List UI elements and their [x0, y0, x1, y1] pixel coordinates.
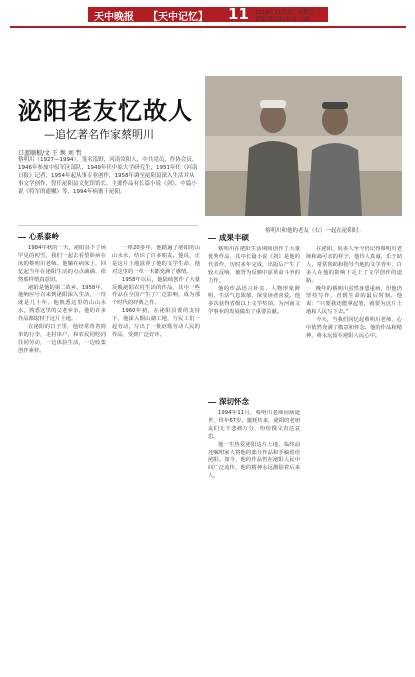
issue-date: 2018年11月2日 星期五	[255, 10, 315, 16]
article-photo	[205, 76, 402, 216]
paragraph: 在泌阳的日子里，他经常背着简单的行李，走村串户，和农民同吃同住同劳动，一边体验生活，一边收集创作素材。	[18, 324, 106, 354]
section-body-achievements	[208, 246, 300, 386]
section-heading-memories: 深切怀念	[208, 396, 249, 407]
editor-credits: 责编 张凤阳 校对 王健	[255, 17, 310, 23]
paragraph: 一座20多年，他踏遍了泌阳的山山水水，结识了许多朋友。他说，正是这片土地滋养了他的文学生命，他对这里的一草一木都充满了感情。	[112, 245, 200, 275]
paragraph: 1960年初，在泌阳县委的支持下，他深入铜山湖工地，与民工们一起劳动，写出了一批讴歌劳动人民的作品，受到广泛好评。	[112, 308, 200, 338]
section-body-memories	[208, 410, 300, 665]
byline: 口蓝顺根/文 王 焕 刘 哲	[18, 150, 82, 157]
section-body-heart	[18, 245, 106, 665]
intro-divider	[18, 225, 198, 226]
paragraph: 1994年11月，蔡明川老师因病逝世，终年67岁。噩耗传来，泌阳的老朋友们无不悲痛万分，纷纷撰文表达哀思。	[208, 410, 300, 440]
paragraph: 在泌阳，很多人至今仍记得蔡明川老师和蔼可亲的样子。他待人真诚，乐于助人，常常帮助和指导当地的文学青年，许多人在他的影响下走上了文学创作的道路。	[306, 246, 402, 284]
page-number: 11	[228, 5, 249, 23]
article-subtitle: —追忆著名作家蔡明川	[44, 128, 154, 141]
article-title: 泌阳老友忆故人	[18, 96, 193, 125]
section-heading-heart: 心系泰岭	[18, 231, 59, 242]
header-divider	[10, 26, 406, 28]
column-name: 【天中记忆】	[148, 12, 208, 23]
paragraph: 1958年以后，他陆续创作了大量反映泌阳农村生活的作品，其中一些作品在全国产生了广泛影响，成为那个时代的经典之作。	[112, 276, 200, 307]
paragraph: 蔡明川在泌阳生活期间创作了大量优秀作品，其中长篇小说《剑》是他的代表作，历时多年完成，出版后产生了较大反响，被誉为反映中原革命斗争的力作。	[208, 246, 300, 284]
article-intro: 蔡明川（1927—1994），笔名泓野，河南汝阳人，中共党员，作协会员。1946年参加中原军区部队，1949年任中原大学研究生，1951年任《河南日报》记者，1954年起从事专业创作，1958年调至泌阳县深入生活并从事文学创作，曾任泌阳县文化馆馆长。主要作品有长篇小说《剑》、中篇小说《将军的遗嘱》等，1994年病逝于泌阳。	[18, 157, 198, 195]
paragraph: 1984年秋的一天，泌阳县下了场罕见的初雪，我们一起去看望卧病在床的蔡明川老师。他躺在病床上，回忆起当年在泌阳生活的点点滴滴，依然那样情真意切。	[18, 245, 106, 283]
paragraph: 今天，当我们回忆起蔡明川老师，心中依然充满了敬意和怀念。他的作品和精神，将永远留在泌阳人民心中。	[306, 317, 402, 339]
right-column	[306, 246, 402, 666]
section-heading-achievements: 成果丰硕	[208, 232, 249, 243]
photo-illustration	[205, 76, 402, 216]
newspaper-name: 天中晚报	[94, 12, 134, 23]
paragraph: 晚年的蔡明川虽然身患重病，但他仍坚持写作，直到生命的最后时刻。他说：“只要我还能拿起笔，就要为这片土地和人民写下去。”	[306, 285, 402, 316]
paragraph: 他一生热爱泌阳这片土地，临终前还嘱咐家人将他的部分作品和手稿留给泌阳。如今，他的作品仍在泌阳人民中间广泛流传，他的精神永远激励着后来人。	[208, 441, 300, 480]
photo-caption: 蔡明川和他的老友（右）一起在泌阳时。	[265, 228, 365, 234]
paragraph: 他的作品语言朴实，人物形象鲜明，生活气息浓郁，深受读者喜爱。他多次获得省级以上文学奖项，为河南文学事业的发展做出了重要贡献。	[208, 285, 300, 316]
paragraph: 泌阳是他的第二故乡。1958年，他响应号召来到泌阳深入生活，一待就是几十年。他熟悉这里的山山水水，熟悉这里的父老乡亲，他的许多作品都取材于这片土地。	[18, 284, 106, 323]
middle-column	[112, 245, 200, 665]
